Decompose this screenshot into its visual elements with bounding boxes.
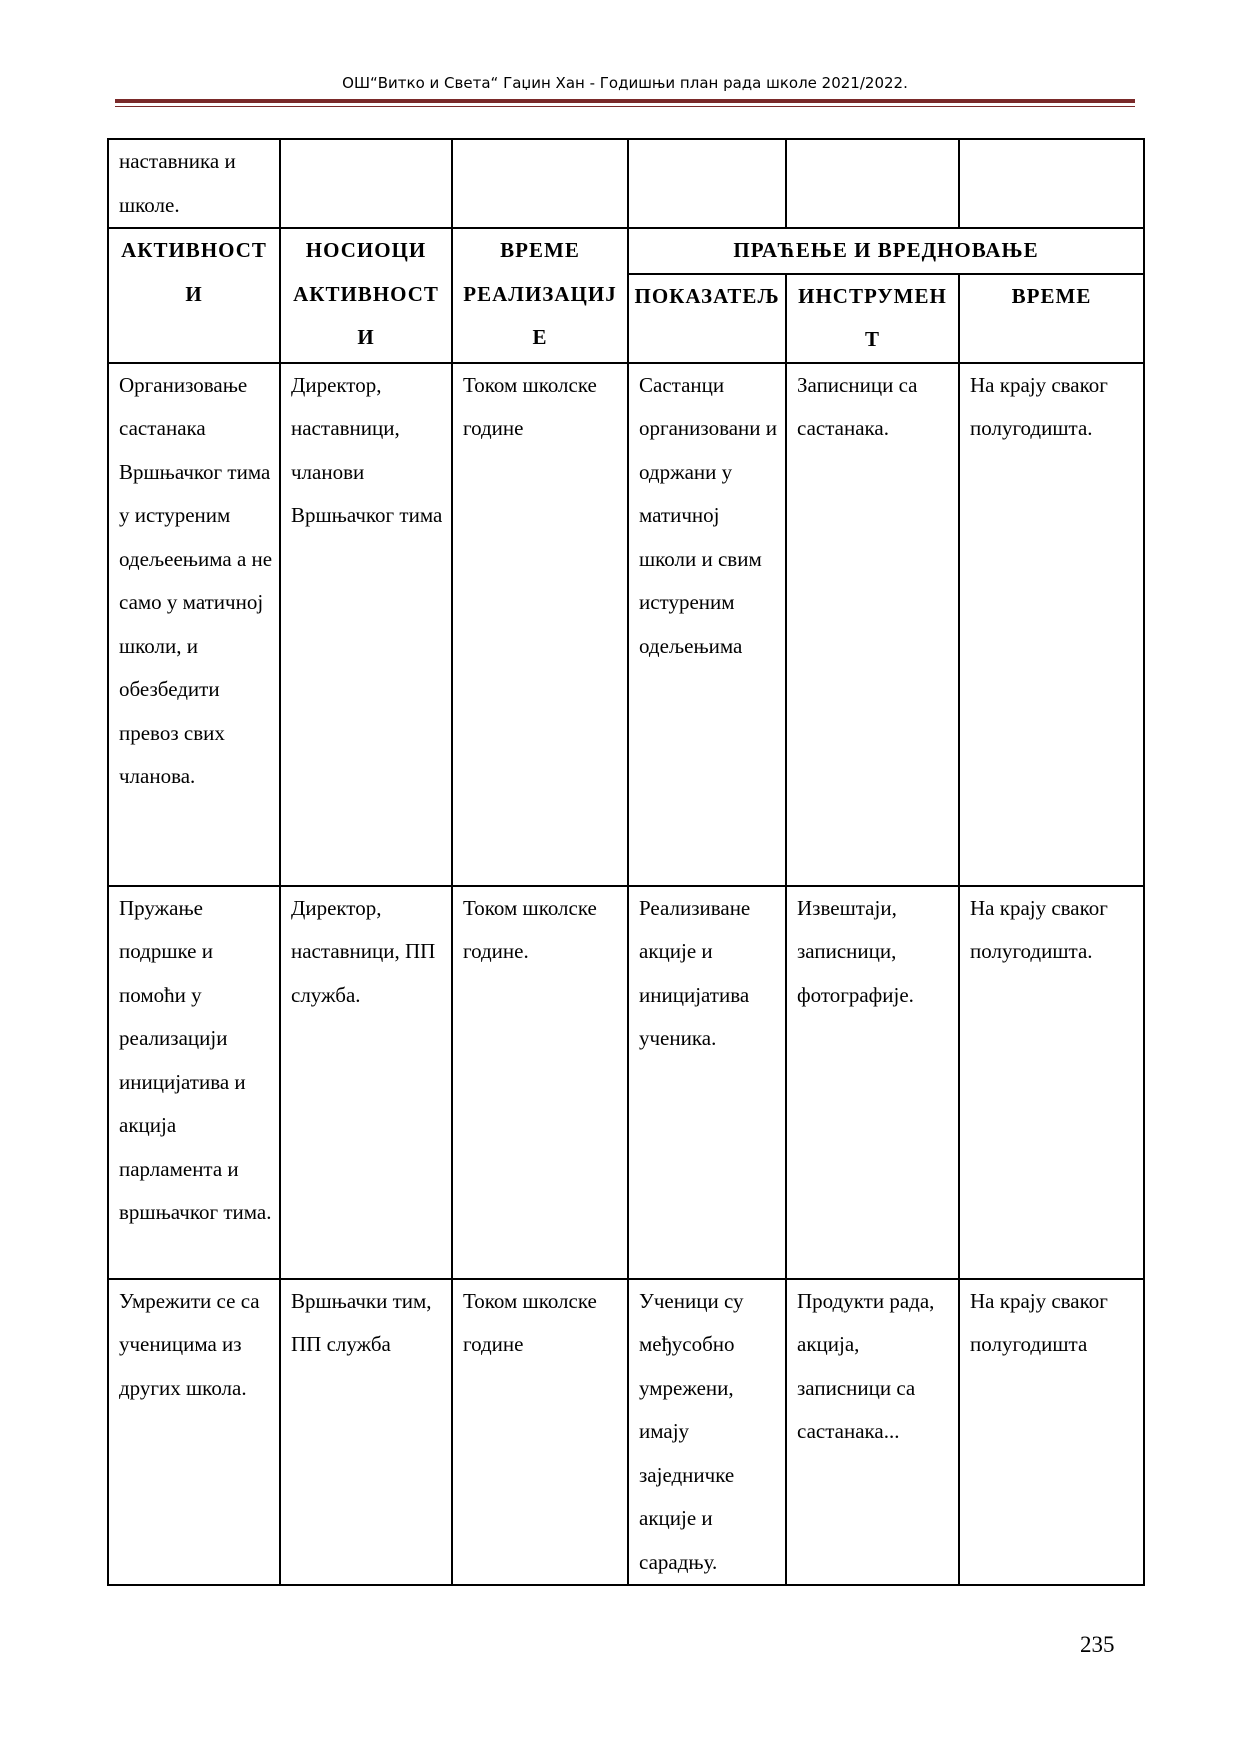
indicator-cell: Ученици су међусобно умрежени, имају заједничке акције и сарадњу. (628, 1279, 786, 1586)
empty-cell (786, 139, 959, 228)
header-instrument: ИНСТРУМЕНТ (786, 274, 959, 363)
header-activity: АКТИВНОСТИ (108, 228, 280, 363)
empty-cell (959, 139, 1144, 228)
carriers-cell: Вршњачки тим, ПП служба (280, 1279, 452, 1586)
instrument-cell: Извештаји, записници, фотографије. (786, 886, 959, 1279)
header-indicator: ПОКАЗАТЕЉ (628, 274, 786, 363)
empty-cell (628, 139, 786, 228)
header-monitoring: ПРАЋЕЊЕ И ВРЕДНОВАЊЕ (628, 228, 1144, 274)
eval-time-cell: На крају сваког полугодишта (959, 1279, 1144, 1586)
page-header: ОШ“Витко и Света“ Гаџин Хан - Годишњи план рада школе 2021/2022. (342, 74, 908, 92)
empty-cell (280, 139, 452, 228)
table-row (108, 1279, 1144, 1586)
activity-cell: Организовање састанака Вршњачког тима у истуреним одељеењима а не само у матичној школи, и обезбедити превоз свих чланова. (108, 363, 280, 886)
activity-cell: Умрежити се са ученицима из других школа. (108, 1279, 280, 1586)
indicator-cell: Састанци организовани и одржани у матичној школи и свим истуреним одељењима (628, 363, 786, 886)
time-cell: Током школске године. (452, 886, 628, 1279)
header-row (108, 228, 1144, 274)
instrument-cell: Продукти рада, акција, записници са састанака... (786, 1279, 959, 1586)
eval-time-cell: На крају сваког полугодишта. (959, 363, 1144, 886)
eval-time-cell: На крају сваког полугодишта. (959, 886, 1144, 1279)
instrument-cell: Записници са састанака. (786, 363, 959, 886)
time-cell: Током школске године (452, 1279, 628, 1586)
table-row (108, 886, 1144, 1279)
plan-table (107, 138, 1145, 1586)
activity-cell: наставника и школе. (108, 139, 280, 228)
header-carriers: НОСИОЦИ АКТИВНОСТИ (280, 228, 452, 363)
empty-cell (452, 139, 628, 228)
continuation-row (108, 139, 1144, 228)
page-number: 235 (1080, 1632, 1115, 1657)
indicator-cell: Реализиване акције и иницијатива ученика. (628, 886, 786, 1279)
carriers-cell: Директор, наставници, чланови Вршњачког тима (280, 363, 452, 886)
carriers-cell: Директор, наставници, ПП служба. (280, 886, 452, 1279)
header-time: ВРЕМЕ РЕАЛИЗАЦИЈЕ (452, 228, 628, 363)
time-cell: Током школске године (452, 363, 628, 886)
header-rule-thin (115, 106, 1135, 107)
table-row (108, 363, 1144, 886)
header-rule-thick (115, 99, 1135, 103)
header-eval-time: ВРЕМЕ (959, 274, 1144, 363)
activity-cell: Пружање подршке и помоћи у реализацији иницијатива и акција парламента и вршњачког тима. (108, 886, 280, 1279)
